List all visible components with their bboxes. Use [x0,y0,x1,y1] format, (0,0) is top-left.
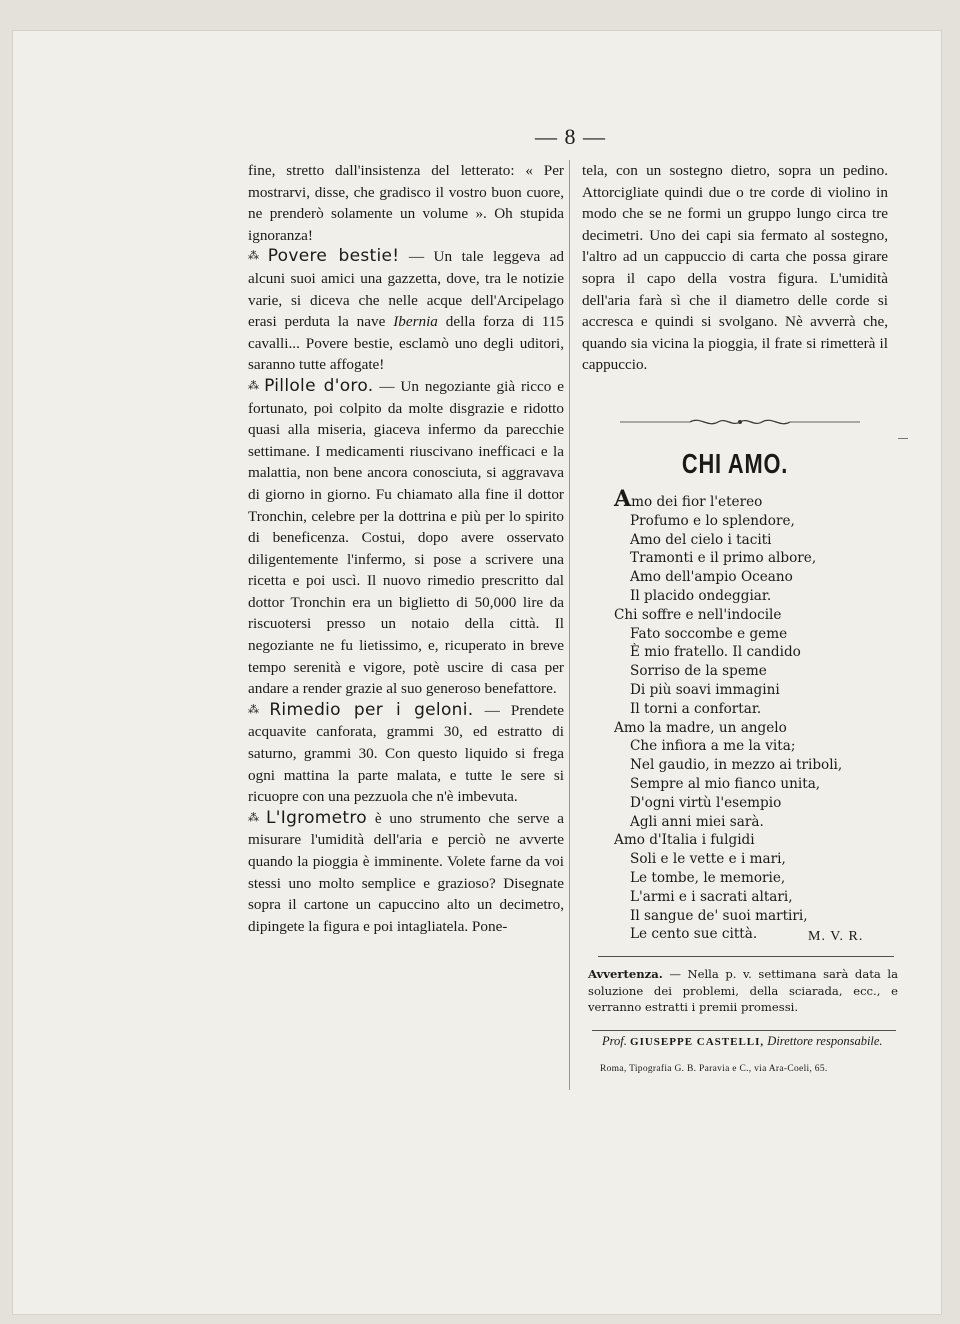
poem-line-text: Soli e le vette e i mari, [630,851,786,868]
poem-line [614,869,894,888]
margin-mark [898,438,908,439]
article-heading: L'Igrometro [266,807,367,828]
poem-line-text: mo dei fior l'etereo [631,494,763,510]
poem-line [614,700,894,719]
poem-line [614,625,894,644]
poem-line [614,681,894,700]
rule-line [598,956,894,957]
notice-text: — Nella p. v. settimana sarà data la soluzione dei problemi, della sciarada, ecc., e verranno estratti i premii promessi. [588,967,898,1014]
article-body-end: della forza di 115 cavalli... Povere bestie, esclamò uno degli uditori, saranno tutte affogate! [248,313,564,374]
poem-line-text: Di più soavi immagini [630,681,780,698]
article-igrometro [248,808,564,938]
article-body: — Un negoziante già ricco e fortunato, poi colpito da molte disgrazie e ridotto quasi alla miseria, giaceva infermo da parecchie settimane. I medicamenti riuscivano inefficaci e la malattia, non bene ancora conosciuta, si aggravava di giorno in giorno. Fu chiamato alla fine il dottor Tronchin, celebre per la dottrina e più per lo spirito di beneficenza. Costui, dopo avere osservato diligentemente l'infermo, si pose a scrivere una ricetta e poi uscì. Il nuovo rimedio prescritto dal dottor Tronchin era un biglietto di 50,000 lire da riscuotersi presso un notaio della città. Il negoziante ne fu lietissimo, e, ricuperato in breve tempo serenità e vigore, potè uscire di casa per andare a render grazie al suo generoso benefattore. [248,377,564,698]
poem-line-text: Chi soffre e nell'indocile [614,606,782,623]
ornamental-flourish-icon [620,415,860,429]
asterism-icon: ⁂ [248,250,265,263]
poem-initial: A [614,486,632,512]
poem-line-text: Amo la madre, un angelo [614,719,787,736]
poem-line [614,756,894,775]
poem-stanza [614,831,894,944]
asterism-icon: ⁂ [248,703,267,716]
editor-credit [602,1034,883,1049]
poem-line-text: Che infiora a me la vita; [630,738,796,755]
poem-line-text: Il sangue de' suoi martiri, [630,907,808,924]
poem-stanza [614,606,894,719]
article-body: — Un tale leggeva ad alcuni suoi amici una gazzetta, dove, tra le notizie varie, si diceva che nelle acque dell'Arcipelago erasi perduta la nave [248,248,565,331]
notice [588,966,898,1016]
igrometro-continuation: tela, con un sostegno dietro, sopra un pedino. Attorcigliate quindi due o tre corde di violino in modo che se ne formi un gruppo lungo circa tre decimetri. Uno dei capi sia fermato al sostegno, l'altro ad un cappuccio di carta che possa girare sopra il capo della vostra figura. L'umidità dell'aria farà sì che il diametro delle corde si accresca e quindi si svolgano. Nè avverrà che, quando sia vicina la pioggia, il frate si rimetterà il cappuccio. [582,162,888,374]
article-pillole-doro [248,376,564,700]
article-heading: Pillole d'oro. [264,375,374,396]
column-divider [569,160,570,1090]
poem-line-text: Profumo e lo splendore, [630,512,795,529]
poem-line [614,831,894,850]
article-body: è uno strumento che serve a misurare l'umidità dell'aria e perciò ne avverte quando la pioggia è imminente. Volete farne da voi stessi uno molto semplice e grazioso? Disegnate sopra il cartone un capuccino alto un decimetro, dipingete la figura e poi intagliatela. Pone- [248,809,565,935]
editor-name: GIUSEPPE CASTELLI, [630,1036,765,1048]
poem-line [614,662,894,681]
poem-line [614,907,894,926]
poem-line [614,794,894,813]
poem-line-text: Amo d'Italia i fulgidi [614,832,755,849]
editor-role: Direttore responsabile. [767,1034,883,1048]
poem-line [614,850,894,869]
poem-line-text: L'armi e i sacrati altari, [630,888,793,905]
poem-line [614,737,894,756]
article-povere-bestie [248,246,564,376]
rule-line [592,1030,896,1031]
poem-line [614,643,894,662]
page-number: — 8 — [535,124,606,149]
poem-stanza [614,719,894,832]
article-body: — Prendete acquavite canforata, grammi 30, ed estratto di saturno, grammi 30. Con questo liquido si frega ogni mattina la parte malata, e tutte le sere si ricuopre con una pezzuola che n'è imbevuta. [248,701,565,806]
article-heading: Rimedio per i geloni. [269,699,474,720]
asterism-icon: ⁂ [248,811,264,824]
poem-line-text: D'ogni virtù l'esempio [630,794,782,811]
poem-line [614,719,894,738]
poem-line [614,775,894,794]
poem-line-text: Fato soccombe e geme [630,625,788,642]
left-column [248,160,564,937]
ship-name: Ibernia [393,313,438,331]
poem-line [614,888,894,907]
asterism-icon: ⁂ [248,379,262,392]
poem-line-text: È mio fratello. Il candido [630,644,801,661]
poem-stanza [614,486,894,606]
poem-line-text: Sempre al mio fianco unita, [630,775,821,792]
article-rimedio-geloni [248,700,564,808]
printer-imprint: Roma, Tipografia G. B. Paravia e C., via Ara-Coeli, 65. [600,1064,828,1074]
article-heading: Povere bestie! [267,246,400,267]
poem-line-text: Tramonti e il primo albore, [630,550,817,567]
poem-line [614,813,894,832]
poem-line-text: Amo dell'ampio Oceano [630,569,793,586]
poem-line-text: Le cento sue città. [630,926,758,943]
poem-line [614,568,894,587]
editor-prefix: Prof. [602,1034,627,1048]
poem-line-text: Il placido ondeggiar. [630,587,772,604]
poem-line [614,606,894,625]
poem-line [614,587,894,606]
poem [614,486,894,944]
poem-signature: M. V. R. [808,929,864,944]
poem-line-text: Agli anni miei sarà. [630,813,764,830]
notice-label: Avvertenza. [588,967,663,981]
poem-line-text: Amo del cielo i taciti [630,531,772,548]
poem-line-text: Nel gaudio, in mezzo ai triboli, [630,757,843,774]
poem-line [614,512,894,531]
poem-line [614,531,894,550]
intro-paragraph: fine, stretto dall'insistenza del letterato: « Per mostrarvi, disse, che gradisco il vostro buon cuore, ne prenderò solamente un volume ». Oh stupida ignoranza! [248,162,564,244]
poem-line-text: Sorriso de la speme [630,663,767,680]
poem-title: CHI AMO. [681,448,789,479]
poem-line [614,486,894,512]
right-column [582,160,888,376]
poem-line-text: Il torni a confortar. [630,700,762,717]
poem-line [614,549,894,568]
poem-line-text: Le tombe, le memorie, [630,869,786,886]
